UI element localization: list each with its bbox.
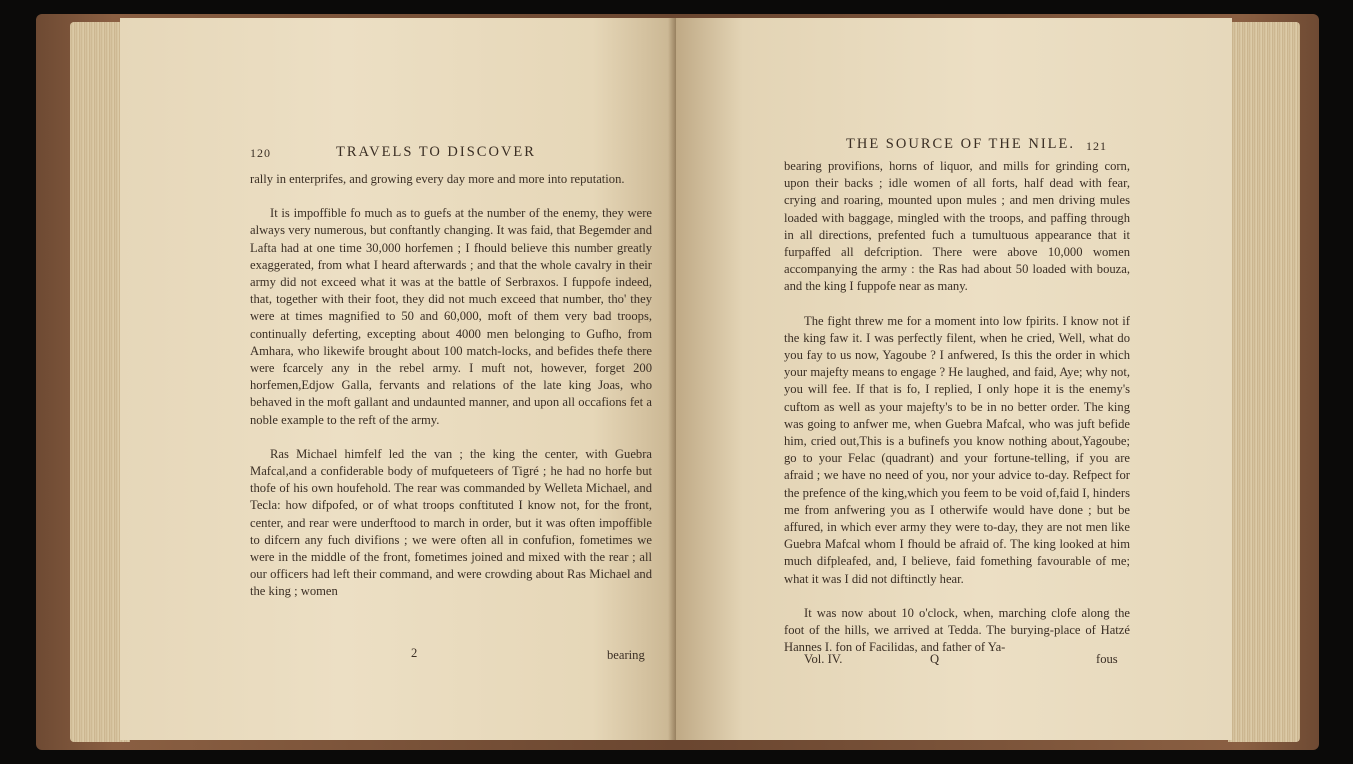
right-page-number: 121 bbox=[1086, 139, 1107, 153]
left-paragraph-1: rally in enterprifes, and growing every day more and more into reputation. bbox=[250, 172, 625, 186]
right-paragraph-2: The fight threw me for a moment into low fpirits. I know not if the king faw it. I was perfectly filent, when he cried, Well, what do you fay to us now, Yagoube ? I anfwered, Is this the order in which your majefty means to engage ? He laughed, and faid, Aye; why not, you will fee. If that is fo, I replied, I only hope it is the enemy's cuftom as well as your majefty's to be in no better order. The king was going to anfwer me, when Guebra Mafcal, who was juft befide him, cried out,This is a bufinefs you know nothing about,Yagoube; go to your Felac (quadrant) and your fortune-telling, if you are afraid ; we have no need of you, nor your advice to-day. Refpect for the prefence of the king,which you feem to be void of,faid I, hinders me from anfwering you as I otherwife would have done ; but be affured, in which ever army they were to-day, they are not men like Guebra Mafcal whom I fhould be afraid of. The king looked at him much difpleafed, and, I believe, faid fomething favourable of me; what it was I did not diftinctly hear. bbox=[784, 313, 1130, 586]
left-page-body bbox=[250, 171, 652, 601]
left-paragraph-3: Ras Michael himfelf led the van ; the king the center, with Guebra Mafcal,and a confiderable body of mufqueteers of Tigré ; he had no horfe but thofe of his own houfehold. The rear was commanded by Welleta Michael, and Tecla: how difpofed, or of what troops conftituted I know not, for the front, center, and rear were underftood to march in order, but it was often impoffible to difcern any fuch divifions ; we were often all in confufion, fometimes we were in the middle of the front, fometimes joined and mixed with the rear ; all our officers had left their command, and were crowding about Ras Michael and the king ; women bbox=[250, 446, 652, 599]
right-page bbox=[676, 18, 1232, 740]
left-signature: 2 bbox=[411, 646, 418, 660]
right-page-edges bbox=[1228, 22, 1300, 742]
volume-label: Vol. IV. bbox=[804, 652, 843, 666]
left-page bbox=[120, 18, 676, 740]
left-page-number: 120 bbox=[250, 146, 271, 160]
left-catchword: bearing bbox=[607, 648, 645, 662]
left-paragraph-2: It is impoffible fo much as to guefs at the number of the enemy, they were always very numerous, but conftantly changing. It was faid, that Begemder and Lafta had at one time 30,000 horfemen ; I fhould believe this number greatly exaggerated, from what I heard afterwards ; and that the whole cavalry in their army did not exceed what it was at the battle of Serbraxos. I fuppofe indeed, that, together with their foot, they did not much exceed that number, tho' they were at times magnified to 50 and 60,000, moft of them very bad troops, continually deferting, excepting about 4000 men belonging to Gufho, from Amhara, who likewife brought about 100 match-locks, and befides thefe there were fcarcely any in the rebel army. I muft not, however, forget 200 horfemen,Edjow Galla, fervants and relations of the late king Joas, who behaved in the moft gallant and undaunted manner, and upon all occafions fet a noble example to the reft of the army. bbox=[250, 206, 652, 427]
right-running-head: THE SOURCE OF THE NILE. bbox=[846, 136, 1075, 152]
right-paragraph-3: It was now about 10 o'clock, when, marching clofe along the foot of the hills, we arrived at Tedda. The burying-place of Hatzé Hannes I. fon of Facilidas, and father of Ya- bbox=[784, 605, 1130, 655]
left-running-head: TRAVELS TO DISCOVER bbox=[336, 144, 536, 160]
right-paragraph-1: bearing provifions, horns of liquor, and mills for grinding corn, upon their backs ; idle women of all forts, half dead with fear, crying and roaring, mounted upon mules ; and men driving mules loaded with baggage, mingled with the troops, and paffing through in all directions, prefented fuch a tumultuous appearance that it furpaffed all defcription. There were above 10,000 women accompanying the army : the Ras had about 50 loaded with bouza, and the king I fuppofe near as many. bbox=[784, 159, 1130, 294]
right-signature: Q bbox=[930, 652, 940, 666]
right-catchword: fous bbox=[1096, 652, 1118, 666]
right-page-body bbox=[784, 158, 1130, 656]
